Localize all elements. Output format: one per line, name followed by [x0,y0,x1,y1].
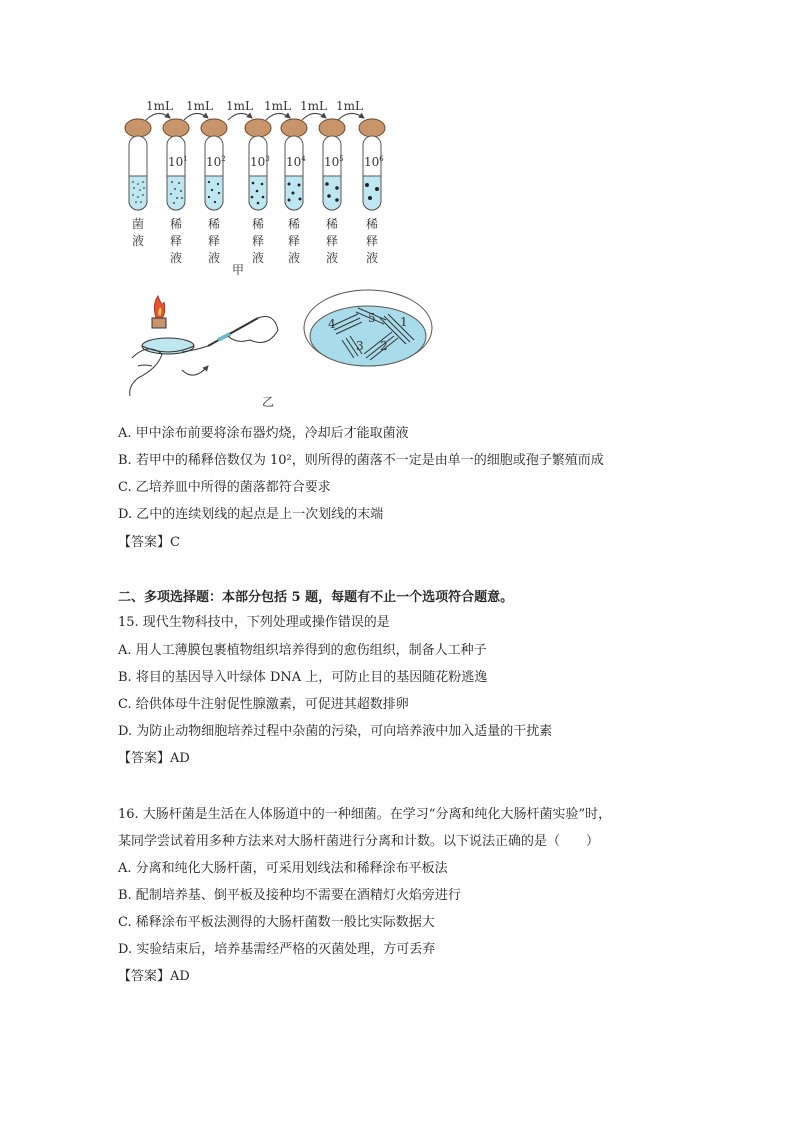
tube-caption: 稀 [170,217,183,231]
tube-caption: 稀 [208,217,221,231]
transfer-label: 1mL [300,99,327,113]
q16-stem-line2: 某同学尝试着用多种方法来对大肠杆菌进行分离和计数。以下说法正确的是（ ） [118,834,600,849]
tube-caption: 释 [288,234,301,248]
dilution-label: $10^3$ [250,155,270,169]
transfer-label: 1mL [264,99,291,113]
q16-stem-line1: 16. 大肠杆菌是生活在人体肠道中的一种细菌。在学习“分离和纯化大肠杆菌实验”时， [118,807,612,822]
tube-caption: 稀 [366,217,379,231]
q15-option-b: B. 将目的基因导入叶绿体 DNA 上，可防止目的基因随花粉逃逸 [118,670,488,685]
q14-option-b: B. 若甲中的稀释倍数仅为 10²，则所得的菌落不一定是由单一的细胞或孢子繁殖而成 [118,453,604,468]
dilution-series [125,99,385,277]
tube-caption: 释 [208,234,221,248]
q16-option-a: A. 分离和纯化大肠杆菌，可采用划线法和稀释涂布平板法 [118,861,448,876]
tube-caption: 释 [366,234,379,248]
tube-caption: 菌 [132,217,145,231]
q14-option-c: C. 乙培养皿中所得的菌落都符合要求 [118,480,331,495]
dilution-label: $10^4$ [286,155,306,169]
tube-caption: 稀 [326,217,339,231]
q16-option-b: B. 配制培养基、倒平板及接种均不需要在酒精灯火焰旁进行 [118,888,461,903]
figure-caption-yi: 乙 [262,395,275,409]
tube-caption: 稀 [252,217,265,231]
tube-caption: 液 [208,251,221,265]
tube-caption: 液 [326,251,339,265]
q14-option-a: A. 甲中涂布前要将涂布器灼烧，冷却后才能取菌液 [118,426,409,441]
tube-caption: 稀 [288,217,301,231]
figure-caption-jia: 甲 [232,263,245,277]
transfer-label: 1mL [336,99,363,113]
dilution-label: $10^5$ [324,155,344,169]
transfer-label: 1mL [226,99,253,113]
figure-illustration [118,96,448,412]
q15-answer: 【答案】AD [118,751,190,766]
dilution-label: $10^1$ [168,155,188,169]
streak-number: 3 [356,339,364,353]
tube-caption: 释 [252,234,265,248]
petri-dish [304,290,432,366]
dilution-label: $10^6$ [364,155,384,169]
transfer-label: 1mL [186,99,213,113]
tube-caption: 释 [326,234,339,248]
streak-number: 2 [380,339,388,353]
q16-answer: 【答案】AD [118,969,190,984]
q15-option-a: A. 用人工薄膜包裹植物组织培养得到的愈伤组织，制备人工种子 [118,643,487,658]
q14-answer: 【答案】C [118,535,180,550]
streak-number: 5 [368,311,376,325]
q16-option-c: C. 稀释涂布平板法测得的大肠杆菌数一般比实际数据大 [118,915,435,930]
tube-caption: 液 [288,251,301,265]
tube-caption: 液 [132,234,145,248]
q15-option-d: D. 为防止动物细胞培养过程中杂菌的污染，可向培养液中加入适量的干扰素 [118,724,553,739]
spreading-illustration [130,296,278,396]
section-heading: 二、多项选择题：本部分包括 5 题，每题有不止一个选项符合题意。 [118,590,514,605]
q16-option-d: D. 实验结束后，培养基需经严格的灭菌处理，方可丢弃 [118,942,436,957]
q15-option-c: C. 给供体母牛注射促性腺激素，可促进其超数排卵 [118,697,409,712]
streak-number: 4 [328,317,336,331]
q15-stem: 15. 现代生物科技中，下列处理或操作错误的是 [118,615,390,630]
tube-caption: 液 [366,251,379,265]
tube-caption: 液 [170,251,183,265]
streak-number: 1 [400,315,408,329]
dilution-label: $10^2$ [206,155,226,169]
transfer-label: 1mL [146,99,173,113]
tube-caption: 释 [170,234,183,248]
q14-option-d: D. 乙中的连续划线的起点是上一次划线的末端 [118,507,384,522]
tube-caption: 液 [252,251,265,265]
